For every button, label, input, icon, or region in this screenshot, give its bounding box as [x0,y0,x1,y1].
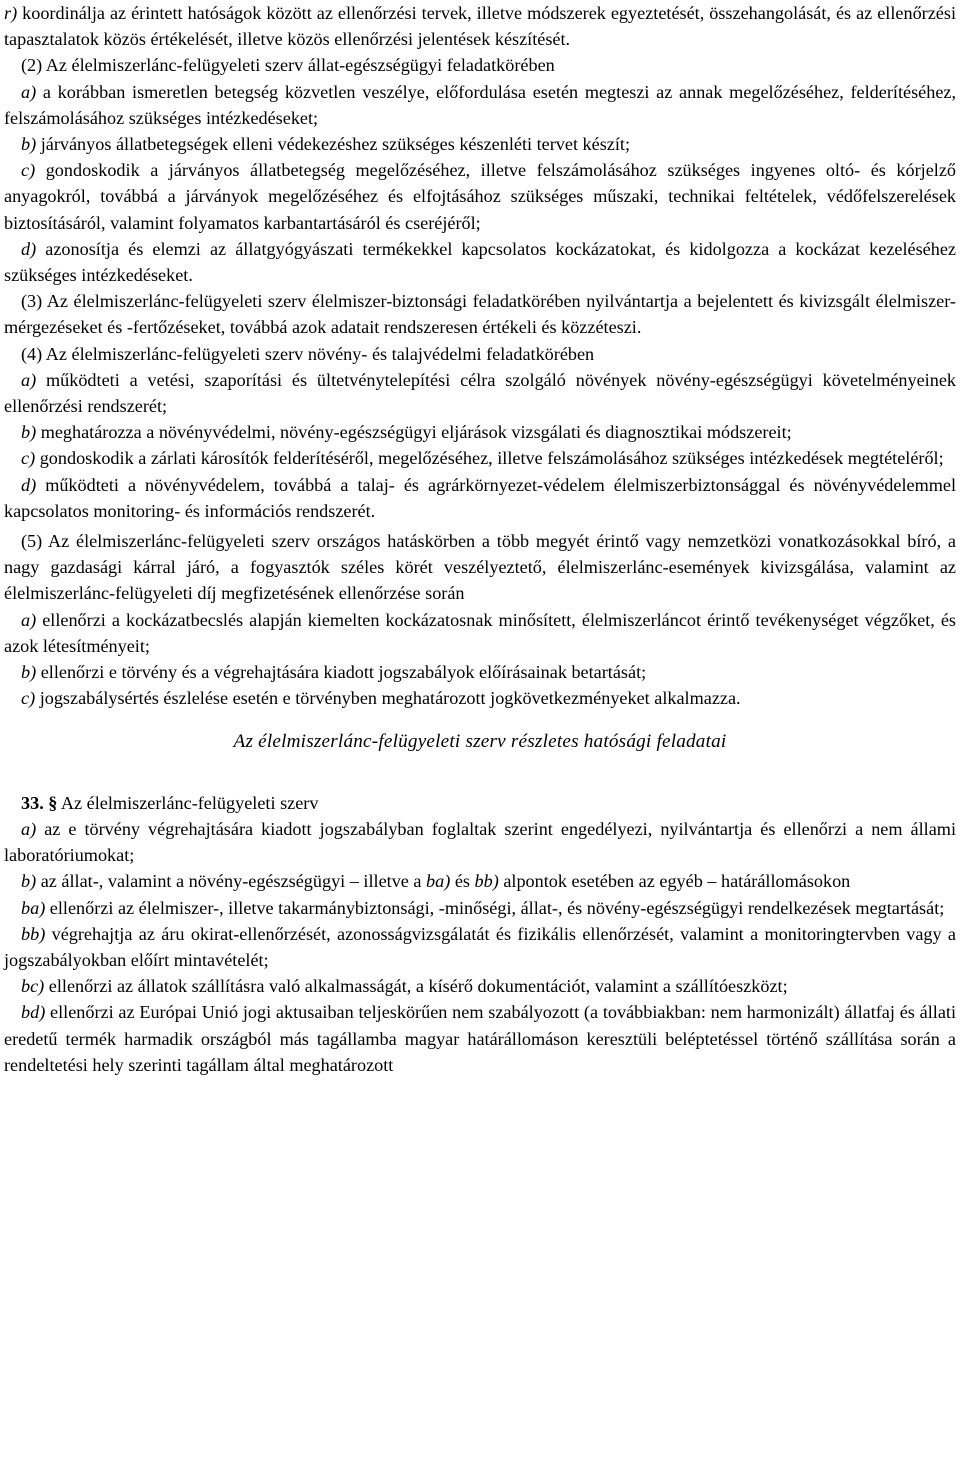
paragraph-text: az állat-, valamint a növény-egészségügyi – illetve a [40,871,422,892]
paragraph-2-a [4,79,956,131]
paragraph-4-b [4,419,956,445]
section-33-b [4,868,956,894]
paragraph-text: ellenőrzi az Európai Unió jogi aktusaiban teljeskörűen nem szabályozott (a továbbiakban: nem harmonizált) állatfaj és állati eredetű termék harmadik országból más tagállamba magyar határállomáson keresztüli beléptetéssel történő szállítása során a rendeltetési hely szerinti tagállam által meghatározott [4,1002,956,1075]
section-sign: § [48,792,58,813]
list-label: c) [21,688,36,709]
section-33-a [4,816,956,868]
paragraph-text: járványos állatbetegségek elleni védekezéshez szükséges készenléti tervet készít; [40,134,631,155]
paragraph-5-b [4,659,956,685]
cross-reference: bb) [474,871,499,892]
list-label: b) [21,422,37,443]
paragraph-5-c [4,685,956,711]
list-label: a) [21,81,37,102]
section-33-bd [4,999,956,1078]
list-label: b) [21,134,37,155]
paragraph-text: és [454,871,470,892]
paragraph-text: koordinálja az érintett hatóságok között az ellenőrzési tervek, illetve módszerek egyeztetését, összehangolását, és az ellenőrzési tapasztalatok közös értékelését, illetve közös ellenőrzési jelentések készítését. [4,3,957,50]
list-label: bc) [21,976,45,997]
paragraph-text: működteti a vetési, szaporítási és ültetvénytelepítési célra szolgáló növények növény-egészségügyi követelményeinek ellenőrzési rendszerét; [4,369,956,417]
list-label: bd) [21,1002,46,1023]
paragraph-text: azonosítja és elemzi az állatgyógyászati termékekkel kapcsolatos kockázatokat, és kidolgozza a kockázat kezeléséhez szükséges intézkedéseket. [4,238,956,286]
list-label: c) [21,160,36,181]
paragraph-3 [4,288,956,340]
paragraph-text: a korábban ismeretlen betegség közvetlen veszélye, előfordulása esetén megteszi az annak megelőzéséhez, felderítéséhez, felszámolásához szükséges intézkedéseket; [4,81,957,128]
paragraph-text: ellenőrzi e törvény és a végrehajtására kiadott jogszabályok előírásainak betartását; [40,662,647,683]
paragraph-text: (3) Az élelmiszerlánc-felügyeleti szerv élelmiszer-biztonsági feladatkörében nyilvántartja a bejelentett és kivizsgált élelmiszer-mérgezéseket és -fertőzéseket, továbbá azok adatait rendszeresen értékeli és közzéteszi. [4,291,956,338]
paragraph-2-b [4,131,956,157]
paragraph-text: ellenőrzi az állatok szállításra való alkalmasságát, a kísérő dokumentációt, valamint a szállítóeszközt; [48,976,788,997]
paragraph-text: jogszabálysértés észlelése esetén e törvényben meghatározott jogkövetkezményeket alkalmazza. [39,688,741,709]
paragraph-text: működteti a növényvédelem, továbbá a talaj- és agrárkörnyezet-védelem élelmiszerbiztonsággal és növényvédelemmel kapcsolatos monitoring- és információs rendszerét. [4,474,956,521]
paragraph-2-c [4,157,956,236]
list-label: b) [21,662,37,683]
paragraph-text: végrehajtja az áru okirat-ellenőrzését, azonosságvizsgálatát és fizikális ellenőrzését, valamint a monitoringtervben vagy a jogszabályokban előírt mintavételét; [4,923,957,970]
list-label: d) [21,238,37,259]
section-33-bb [4,921,956,973]
paragraph-4-a [4,367,956,419]
list-label: ba) [21,897,46,918]
paragraph-text: (5) Az élelmiszerlánc-felügyeleti szerv országos hatáskörben a több megyét érintő vagy nemzetközi vonatkozásokkal bíró, a nagy gazdasági kárral járó, a fogyasztók széles körét veszélyeztető, élelmiszerlánc-események kivizsgálása, valamint az élelmiszerlánc-felügyeleti díj megfizetésének ellenőrzése során [4,531,956,604]
list-label: d) [21,474,37,495]
paragraph-text: meghatározza a növényvédelmi, növény-egészségügyi eljárások vizsgálati és diagnosztikai módszereit; [40,422,792,443]
paragraph-5-intro [4,528,956,607]
paragraph-text: (2) Az élelmiszerlánc-felügyeleti szerv állat-egészségügyi feladatkörében [21,55,555,76]
paragraph-1-r [4,0,956,52]
list-label: b) [21,871,37,892]
list-label: bb) [21,923,46,944]
paragraph-text: (4) Az élelmiszerlánc-felügyeleti szerv növény- és talajvédelmi feladatkörében [21,343,595,364]
paragraph-text: ellenőrzi az élelmiszer-, illetve takarmánybiztonsági, -minőségi, állat-, és növény-egészségügyi rendelkezések megtartását; [49,897,945,918]
paragraph-text: az e törvény végrehajtására kiadott jogszabályban foglaltak szerint engedélyezi, nyilvántartja és ellenőrzi a nem állami laboratóriumokat; [4,818,956,866]
paragraph-5-a [4,607,956,659]
section-number: 33. [21,792,44,813]
list-label: a) [21,369,37,390]
paragraph-text: ellenőrzi a kockázatbecslés alapján kiemelten kockázatosnak minősített, élelmiszerláncot érintő tevékenységet végzőket, és azok létesítményeit; [4,609,956,656]
section-33-intro [4,790,956,816]
paragraph-4-intro [4,341,956,367]
cross-reference: ba) [426,871,451,892]
paragraph-text: Az élelmiszerlánc-felügyeleti szerv [60,792,319,813]
paragraph-4-c [4,445,956,471]
list-label: a) [21,818,37,839]
list-label: c) [21,448,36,469]
paragraph-2-d [4,236,956,288]
paragraph-4-d [4,472,956,524]
paragraph-2-intro [4,52,956,78]
section-heading: Az élelmiszerlánc-felügyeleti szerv részletes hatósági feladatai [233,731,727,753]
paragraph-text: gondoskodik a zárlati károsítók felderítéséről, megelőzéséhez, illetve felszámolásához szükséges intézkedések megtételéről; [39,448,944,469]
list-label: a) [21,609,37,630]
section-33-ba [4,895,956,921]
paragraph-text: gondoskodik a járványos állatbetegség megelőzéséhez, illetve felszámolásához szükséges ingyenes oltó- és kórjelző anyagokról, továbbá a járványok megelőzéséhez és elfojtásához szükséges műszaki, technikai feltételek, védőfelszerelések biztosításáról, valamint folyamatos karbantartásáról és cseréjéről; [4,160,956,233]
section-33-bc [4,973,956,999]
paragraph-text: alpontok esetében az egyéb – határállomásokon [503,871,851,892]
list-label: r) [4,3,18,23]
